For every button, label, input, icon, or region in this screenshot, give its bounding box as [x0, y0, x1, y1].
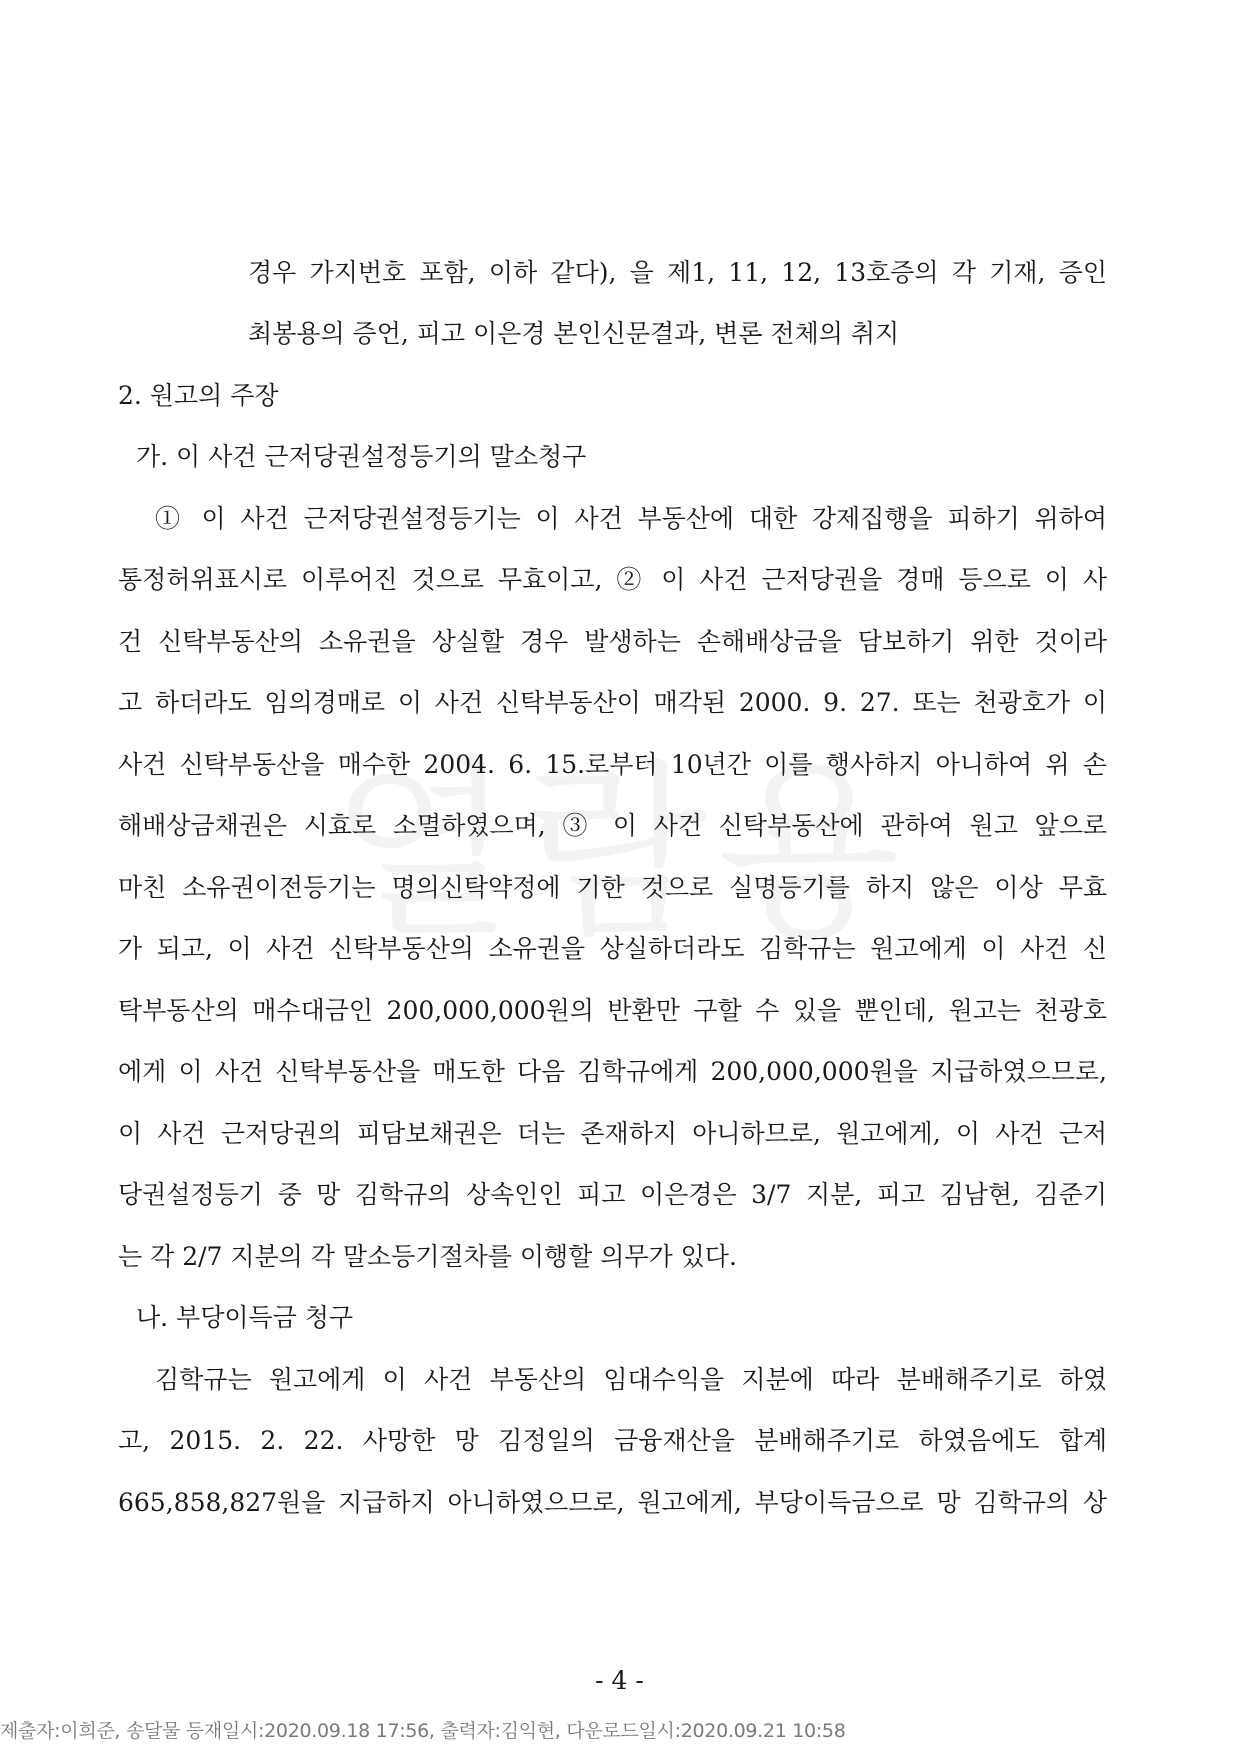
body-line-5: ① 이 사건 근저당권설정등기는 이 사건 부동산에 대한 강제집행을 피하기 위하여 — [155, 504, 1107, 533]
body-line-19: 김학규는 원고에게 이 사건 부동산의 임대수익을 지분에 따라 분배해주기로 하였 — [155, 1365, 1107, 1394]
body-line-15: 이 사건 근저당권의 피담보채권은 더는 존재하지 아니하므로, 원고에게, 이 사건 근저 — [118, 1119, 1107, 1148]
body-line-16: 당권설정등기 중 망 김학규의 상속인인 피고 이은경은 3/7 지분, 피고 김남현, 김준기 — [118, 1180, 1107, 1209]
body-line-8: 고 하더라도 임의경매로 이 사건 신탁부동산이 매각된 2000. 9. 27. 또는 천광호가 이 — [118, 688, 1107, 717]
body-line-12: 가 되고, 이 사건 신탁부동산의 소유권을 상실하더라도 김학규는 원고에게 이 사건 신 — [118, 934, 1107, 963]
page-number: - 4 - — [595, 1666, 644, 1695]
body-line-13: 탁부동산의 매수대금인 200,000,000원의 반환만 구할 수 있을 뿐인데, 원고는 천광호 — [118, 996, 1107, 1025]
body-line-20: 고, 2015. 2. 22. 사망한 망 김정일의 금융재산을 분배해주기로 하였음에도 합계 — [118, 1426, 1107, 1455]
body-line-11: 마친 소유권이전등기는 명의신탁약정에 기한 것으로 실명등기를 하지 않은 이상 무효 — [118, 873, 1107, 902]
subsection-heading-na: 나. 부당이득금 청구 — [136, 1303, 354, 1332]
section-heading-2: 2. 원고의 주장 — [118, 381, 279, 410]
body-line-9: 사건 신탁부동산을 매수한 2004. 6. 15.로부터 10년간 이를 행사하지 아니하여 위 손 — [118, 750, 1107, 779]
body-line-6: 통정허위표시로 이루어진 것으로 무효이고, ② 이 사건 근저당권을 경매 등으로 이 사 — [118, 565, 1107, 594]
download-footer: 제출자:이희준, 송달물 등재일시:2020.09.18 17:56, 출력자:김익현, 다운로드일시:2020.09.21 10:58 — [0, 1720, 846, 1742]
body-line-14: 에게 이 사건 신탁부동산을 매도한 다음 김학규에게 200,000,000원을 지급하였으므로, — [118, 1057, 1107, 1086]
body-line-17: 는 각 2/7 지분의 각 말소등기절차를 이행할 의무가 있다. — [118, 1242, 737, 1271]
body-line-2: 최봉용의 증언, 피고 이은경 본인신문결과, 변론 전체의 취지 — [248, 319, 900, 348]
body-line-7: 건 신탁부동산의 소유권을 상실할 경우 발생하는 손해배상금을 담보하기 위한 것이라 — [118, 627, 1107, 656]
subsection-heading-ga: 가. 이 사건 근저당권설정등기의 말소청구 — [136, 442, 587, 471]
body-line-21: 665,858,827원을 지급하지 아니하였으므로, 원고에게, 부당이득금으로 망 김학규의 상 — [118, 1488, 1107, 1517]
body-line-1: 경우 가지번호 포함, 이하 같다), 을 제1, 11, 12, 13호증의 각 기재, 증인 — [248, 258, 1107, 287]
body-line-10: 해배상금채권은 시효로 소멸하였으며, ③ 이 사건 신탁부동산에 관하여 원고 앞으로 — [118, 811, 1107, 840]
